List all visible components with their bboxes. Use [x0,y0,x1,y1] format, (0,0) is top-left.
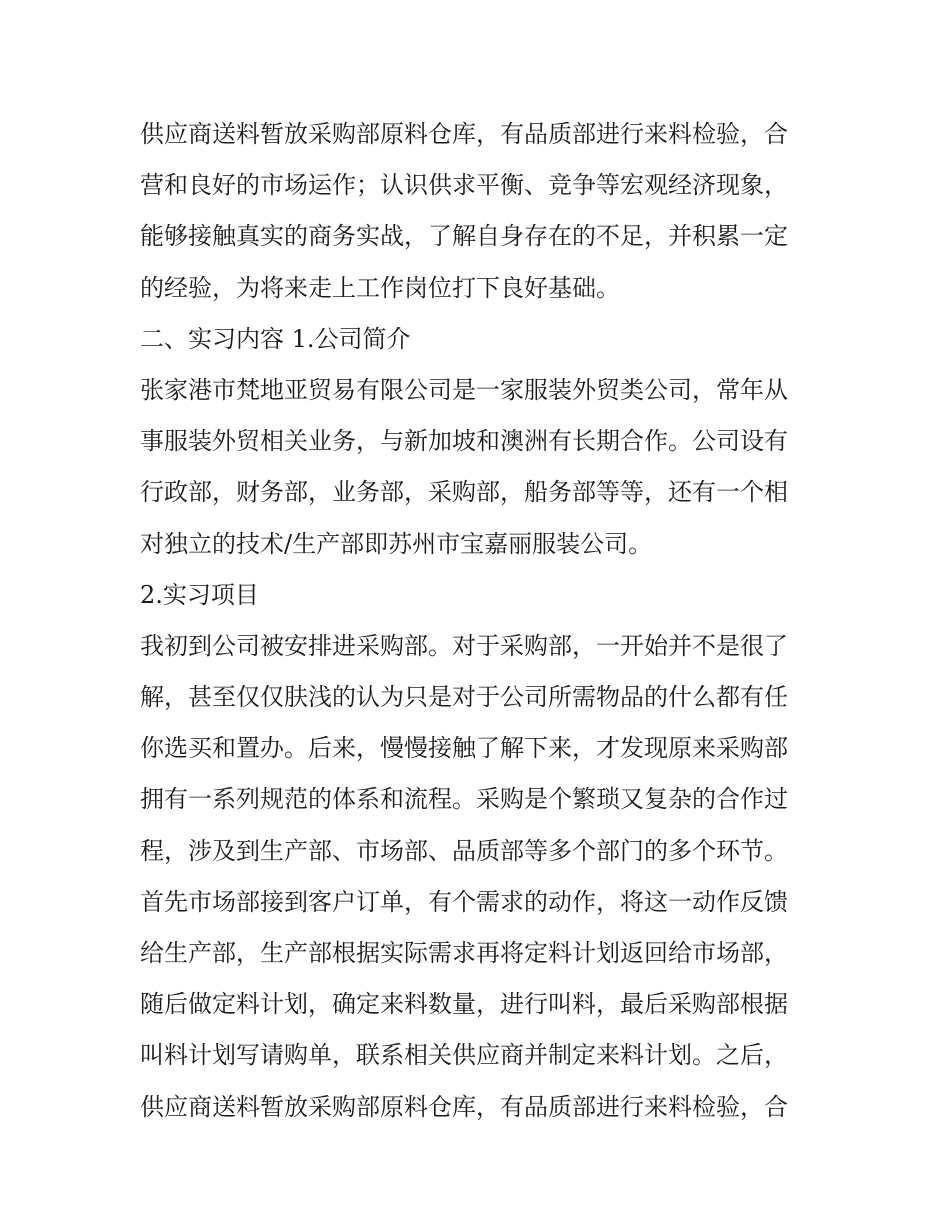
paragraph-line: 首先市场部接到客户订单，有个需求的动作，将这一动作反馈 [140,887,788,916]
paragraph-line: 程，涉及到生产部、市场部、品质部等多个部门的多个环节。 [140,836,788,865]
paragraph-line: 张家港市梵地亚贸易有限公司是一家服装外贸类公司，常年从 [140,375,788,404]
section-heading: 二、实习内容 1.公司简介 [140,324,411,353]
paragraph-line: 事服装外贸相关业务，与新加坡和澳洲有长期合作。公司设有 [140,427,788,456]
paragraph-line: 行政部，财务部，业务部，采购部，船务部等等，还有一个相 [140,478,788,507]
subsection-heading: 2.实习项目 [140,580,259,609]
paragraph-line: 你选买和置办。后来，慢慢接触了解下来，才发现原来采购部 [140,734,788,763]
paragraph-line: 解，甚至仅仅肤浅的认为只是对于公司所需物品的什么都有任 [140,683,788,712]
paragraph-line: 营和良好的市场运作；认识供求平衡、竞争等宏观经济现象， [140,171,788,200]
paragraph-line: 我初到公司被安排进采购部。对于采购部，一开始并不是很了 [140,631,788,660]
paragraph-line: 给生产部，生产部根据实际需求再将定料计划返回给市场部， [140,939,788,967]
paragraph-line: 的经验，为将来走上工作岗位打下良好基础。 [140,273,620,302]
paragraph-line: 随后做定料计划，确定来料数量，进行叫料，最后采购部根据 [140,990,788,1019]
paragraph-line: 供应商送料暂放采购部原料仓库，有品质部进行来料检验，合 [140,120,788,148]
paragraph-line: 能够接触真实的商务实战，了解自身存在的不足，并积累一定 [140,222,788,251]
paragraph-line: 对独立的技术/生产部即苏州市宝嘉丽服装公司。 [140,529,653,558]
paragraph-line: 叫料计划写请购单，联系相关供应商并制定来料计划。之后， [140,1041,788,1070]
document-body [140,109,820,1133]
paragraph-line: 供应商送料暂放采购部原料仓库，有品质部进行来料检验，合 [140,1092,788,1121]
paragraph-line: 拥有一系列规范的体系和流程。采购是个繁琐又复杂的合作过 [140,785,788,814]
